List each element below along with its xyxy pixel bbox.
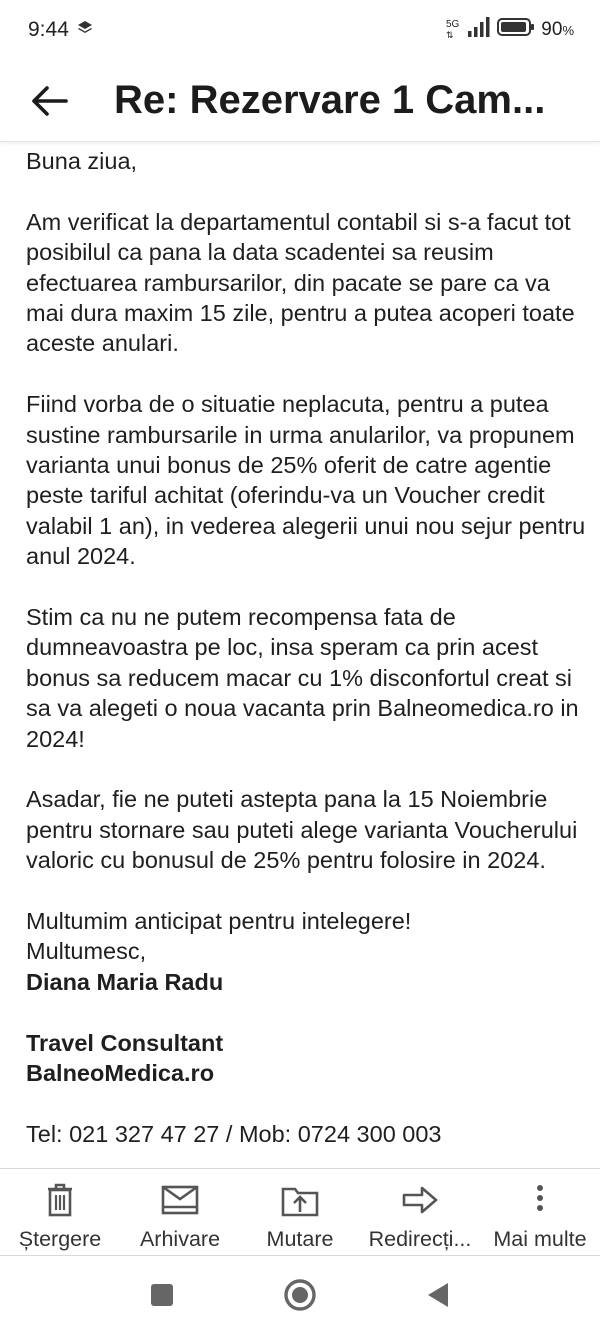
signal-icon: [467, 17, 491, 43]
signature-role: Travel Consultant: [26, 1029, 224, 1056]
app-header: [0, 60, 600, 142]
signature-name: Diana Maria Radu: [26, 968, 224, 995]
network-indicator: [446, 20, 459, 40]
layers-icon: [77, 18, 93, 42]
contact-line[interactable]: Tel: 021 327 47 27 / Mob: 0724 300 003: [26, 1120, 442, 1147]
nav-back-button[interactable]: [369, 1256, 507, 1333]
clock: 9:44: [28, 18, 69, 41]
move-label: Mutare: [266, 1227, 334, 1251]
more-vertical-icon: [535, 1183, 545, 1217]
data-arrows-icon: ⇅: [445, 30, 454, 40]
status-right: [446, 17, 574, 43]
archive-button[interactable]: [120, 1169, 240, 1255]
email-paragraph: Asadar, fie ne puteti astepta pana la 15 Noiembrie pentru stornare sau puteti alege varianta Voucherului valoric cu bonusul de 25% pentru folosire in 2024.: [26, 786, 578, 874]
sign-off: Multumesc,: [26, 938, 147, 965]
status-left: [28, 18, 93, 42]
move-folder-icon: [281, 1183, 319, 1217]
forward-arrow-icon: [402, 1183, 438, 1217]
email-paragraph: Fiind vorba de o situatie neplacuta, pentru a putea sustine rambursarile in urma anularilor, va propunem varianta unui bonus de 25% oferit de catre agentie peste tariful achitat (oferindu-va un Voucher credit valabil 1 an), in vederea alegerii unui nou sejur pentru anul 2024.: [26, 391, 586, 570]
home-button[interactable]: [231, 1256, 369, 1333]
more-button[interactable]: [480, 1169, 600, 1255]
system-nav-bar: [0, 1256, 600, 1333]
greeting: Buna ziua,: [26, 148, 138, 174]
square-icon: [150, 1283, 174, 1307]
battery-icon: [497, 17, 535, 43]
network-type: 5G: [445, 19, 460, 30]
email-paragraph: Am verificat la departamentul contabil si s-a facut tot posibilul ca pana la data scadentei sa reusim efectuarea rambursarilor, din pacate se pare ca va mai dura maxim 15 zile, pentru a putea acoperi toate aceste anulari.: [26, 208, 575, 357]
back-button[interactable]: [0, 60, 100, 142]
archive-label: Arhivare: [139, 1227, 221, 1251]
recents-button[interactable]: [93, 1256, 231, 1333]
delete-label: Ștergere: [18, 1227, 102, 1251]
arrow-left-icon: [30, 84, 70, 118]
email-paragraph: Stim ca nu ne putem recompensa fata de dumneavoastra pe loc, insa speram ca prin acest bonus sa reducem macar cu 1% disconfortul creat si sa va alegeti o noua vacanta prin Balneomedica.ro in 2024!: [26, 604, 579, 752]
delete-button[interactable]: [0, 1169, 120, 1255]
email-body: [26, 146, 586, 1168]
triangle-back-icon: [426, 1282, 450, 1308]
status-bar: [0, 0, 600, 60]
trash-icon: [45, 1183, 75, 1217]
thanks-line: Multumim anticipat pentru intelegere!: [26, 908, 412, 935]
signature-company: BalneoMedica.ro: [26, 1060, 215, 1087]
battery-percent: 90%: [541, 19, 574, 40]
archive-box-icon: [161, 1183, 199, 1217]
action-toolbar: [0, 1168, 600, 1256]
email-subject: Re: Rezervare 1 Cam...: [114, 78, 546, 122]
circle-icon: [283, 1278, 317, 1312]
forward-button[interactable]: [360, 1169, 480, 1255]
more-label: Mai multe: [493, 1227, 587, 1251]
move-button[interactable]: [240, 1169, 360, 1255]
forward-label: Redirecți...: [368, 1227, 472, 1251]
